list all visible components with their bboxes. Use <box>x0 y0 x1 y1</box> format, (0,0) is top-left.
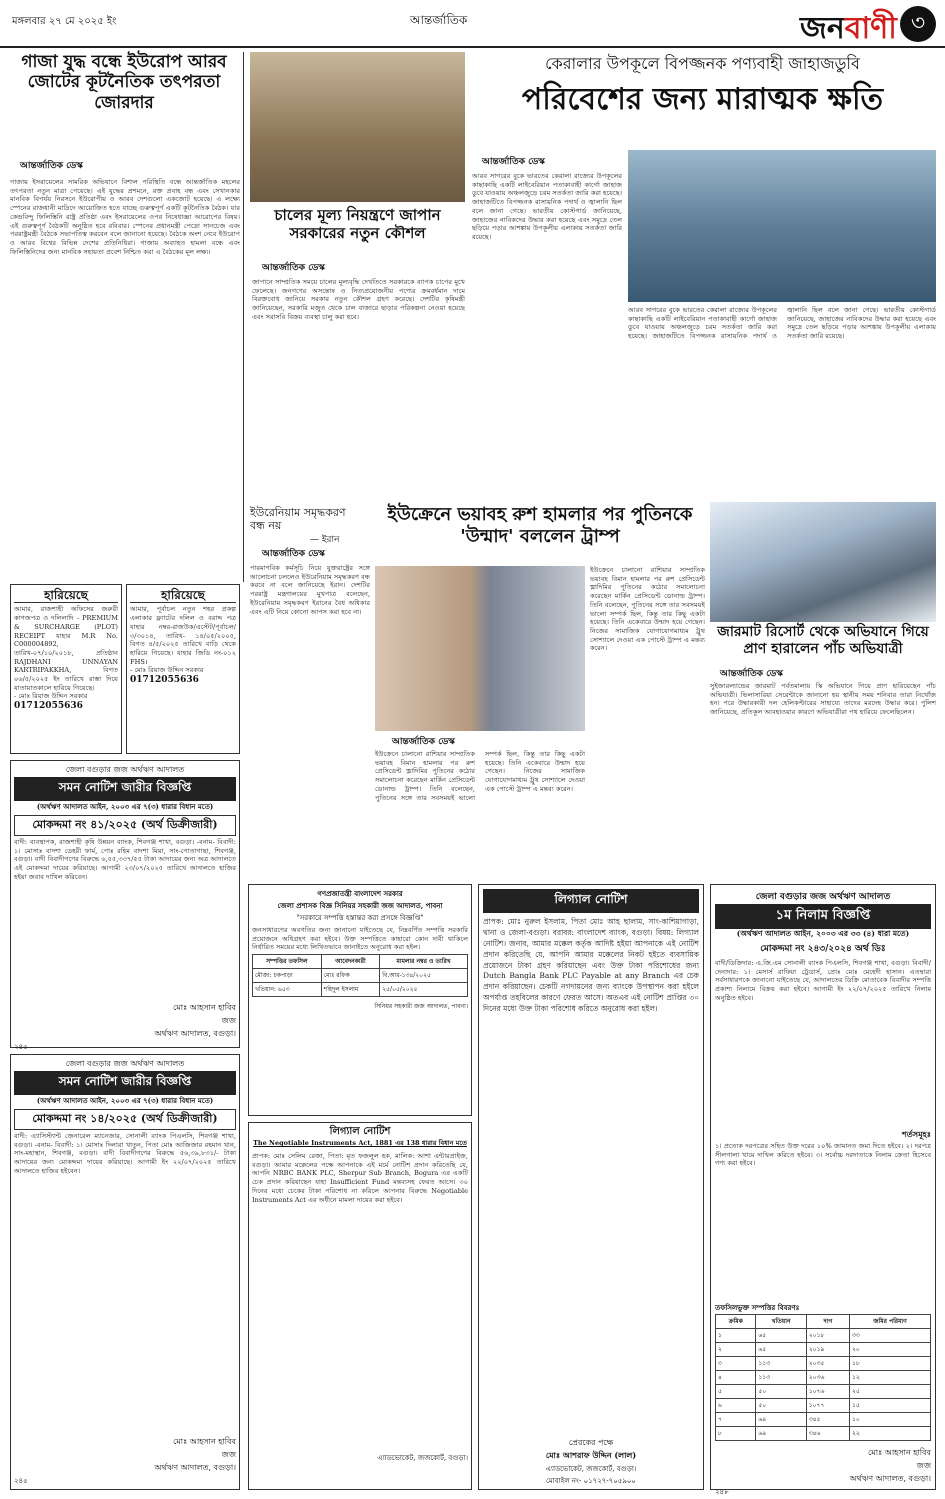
lost-notice-signature: - মোঃ রিয়াজ উদ্দিন সরকার <box>14 692 88 701</box>
court-notice-2 <box>10 1054 240 1490</box>
lost-notice-title: হারিয়েছে <box>130 588 236 603</box>
table-header-cell: ক্রমিক <box>716 1315 756 1329</box>
issue-date: মঙ্গলবার ২৭ মে ২০২৫ ইং <box>12 16 117 27</box>
zermatt-body: সুইজারল্যান্ডের জারমাট পর্বতমালায় স্কি অভিযানে গিয়ে প্রাণ হারিয়েছেন পাঁচ অভিযাত্রী। ভিলাসারিয়া সেরেন্টাকে জানানো হয় স্থানীয় সময় শনিবার তারা নিখোঁজ হন। পরে উদ্ধারকারী দল হেলিকপ্টারের সাহায্যে তাদের মরদেহ উদ্ধার করে। পুলিশ জানিয়েছে, প্রতিকূল আবহাওয়ার কারণে অভিযাত্রীরা পথ হারিয়ে ফেলেছিলেন। <box>710 682 936 717</box>
table-cell: ৬৯ <box>756 1413 806 1427</box>
land-notice <box>248 884 472 1116</box>
japan-headline: চালের মূল্য নিয়ন্ত্রণে জাপান সরকারের নতুন কৌশল <box>274 206 441 242</box>
ukraine-body-right: ইউক্রেনে চালানো রাশিয়ার সাম্প্রতিক ভয়াবহ বিমান হামলার পর রুশ প্রেসিডেন্ট ভ্লাদিমির পুতিনের কঠোর সমালোচনা করেছেন মার্কিন প্রেসিডেন্ট ডোনাল্ড ট্রাম্প। তিনি বলেছেন, পুতিনের সঙ্গে তার সবসময়ই ভালো সম্পর্ক ছিল, কিন্তু তার কিছু একটা হয়েছে। তিনি একেবারে উন্মাদ হয়ে গেছেন। নিজের সামাজিক যোগাযোগমাধ্যম ট্রুথ সোশ্যালে দেওয়া এক পোস্টে ট্রাম্প এ মন্তব্য করেন। <box>590 566 705 653</box>
table-cell: ১২ <box>849 1371 930 1385</box>
iran-byline: আন্তর্জাতিক ডেস্ক <box>262 549 325 559</box>
gaza-headline: গাজা যুদ্ধ বন্ধে ইউরোপ আরব জোটের কূটনৈতিক তৎপরতা জোরদার <box>21 52 227 113</box>
table-cell: ৬৫ <box>756 1343 806 1357</box>
auction-conditions: ১। প্রত্যেক দরপত্রের সহিত উক্ত দরের ১০% জামানত জমা দিতে হইবে। ২। দরপত্র সীলগালা খামে দাখিল করিতে হইবে। ৩। সর্বোচ্চ দরদাতাকে নিলাম ক্রেতা হিসেবে গণ্য করা হইবে। <box>715 1142 931 1168</box>
table-cell: ৩৪৬ <box>806 1427 849 1441</box>
table-cell: ১১৩ <box>756 1357 806 1371</box>
table-cell: বি.আর-১৩৪/২০২৫ <box>380 969 468 983</box>
auction-conditions-title: শর্তসমূহঃ <box>902 1129 931 1139</box>
table-cell: ৩ <box>716 1357 756 1371</box>
sender-title: এ্যাডভোকেট, জজকোর্ট, বগুড়া। <box>545 1465 637 1473</box>
lost-notice-1 <box>10 584 122 754</box>
ukraine-body: ইউক্রেনে চালানো রাশিয়ার সাম্প্রতিক ভয়াবহ বিমান হামলার পর রুশ প্রেসিডেন্ট ভ্লাদিমির পুতিনের কঠোর সমালোচনা করেছেন মার্কিন প্রেসিডেন্ট ডোনাল্ড ট্রাম্প। তিনি বলেছেন, পুতিনের সঙ্গে তার সবসময়ই ভালো সম্পর্ক ছিল, কিন্তু তার কিছু একটা হয়েছে। তিনি একেবারে উন্মাদ হয়ে গেছেন। নিজের সামাজিক যোগাযোগমাধ্যম ট্রুথ সোশ্যালে দেওয়া এক পোস্টে ট্রাম্প এ মন্তব্য করেন। <box>375 750 585 802</box>
land-notice-org: গণপ্রজাতন্ত্রী বাংলাদেশ সরকার <box>317 889 403 898</box>
table-header-cell: দাগ <box>806 1315 849 1329</box>
table-cell: মোঃ রফিক <box>321 969 380 983</box>
table-row <box>716 1413 931 1427</box>
judge-name: মোঃ আহসান হাবিব <box>173 1003 236 1012</box>
judge-title: জজ <box>221 1016 236 1025</box>
table-cell: ৫০ <box>756 1399 806 1413</box>
land-notice-body: জনসাধারণের অবগতির জন্য জানানো যাইতেছে যে, নিম্নবর্ণিত সম্পত্তি সরকারি প্রয়োজনে অধিগ্রহণ করা হইবে। উক্ত সম্পত্তিতে কাহারো কোন দাবী থাকিলে নির্ধারিত সময়ের মধ্যে লিখিতভাবে জানাইতে অনুরোধ করা হইল। <box>252 926 468 952</box>
table-cell: ২০৩৫ <box>806 1357 849 1371</box>
logo-part-a: জন <box>800 11 845 46</box>
nrbc-legal-notice <box>248 1122 472 1490</box>
newspaper-logo <box>800 4 897 55</box>
land-notice-title: জেলা প্রশাসক বিজ্ঞ সিনিয়র সহকারী জজ আদালত, পাবনা <box>277 901 443 910</box>
japan-byline: আন্তর্জাতিক ডেস্ক <box>262 263 325 273</box>
land-notice-subtitle: "সরকারে সম্পত্তি হস্তান্তর করা প্রসঙ্গে বিজ্ঞপ্তি" <box>296 914 424 922</box>
judge-title: জজ <box>916 1461 931 1470</box>
table-cell: ২০ <box>849 1343 930 1357</box>
table-cell: ৫০ <box>756 1385 806 1399</box>
table-cell: শহিদুল ইসলাম <box>321 983 380 997</box>
table-cell: ২০৩৬ <box>806 1371 849 1385</box>
japan-body: জাপানে সাম্প্রতিক সময়ে চালের মূল্যবৃদ্ধি দেখতিতে সরকারকে ব্যাপক চাপের মুখে ফেলেছে। জনগণের অসন্তোষ ও নিত্যপ্রয়োজনীয় পণ্যের ক্রমবর্ধমান দামে বিরক্তবোধ জানিয়ে সরকার নতুন কৌশল গ্রহণ করেছে। দেশটির কৃষিমন্ত্রী জানিয়েছেন, সরকারি মজুত থেকে চাল বাজারে ছাড়ার পরিকল্পনা নেওয়া হয়েছে এবং সরাসরি বিক্রয় ব্যবস্থা চালু করা হবে। <box>252 278 465 321</box>
legal-notice <box>478 884 704 1490</box>
kerala-headline: পরিবেশের জন্য মারাত্মক ক্ষতি <box>521 82 884 117</box>
court-name: জেলা বগুড়ার জজ অর্থঋণ আদালত <box>65 1059 185 1068</box>
court-notice-law: (অর্থঋণ আদালত আইন, ২০০৩ এর ৭(৩) ধারার বিধান মতে) <box>36 1096 214 1105</box>
judge-name: মোঃ আহসান হাবিব <box>868 1448 931 1457</box>
masthead <box>0 0 945 48</box>
zermatt-byline: আন্তর্জাতিক ডেস্ক <box>720 669 783 679</box>
notice-code: ২৪৫ <box>14 1477 28 1485</box>
court-office: অর্থঋণ আদালত, বগুড়া। <box>849 1474 931 1483</box>
land-notice-footer: সিনিয়র সহকারী জজ আদালত, পাবনা। <box>374 1003 468 1011</box>
lost-notice-phone: 01712055636 <box>14 701 83 712</box>
table-cell: ৬৯ <box>756 1427 806 1441</box>
auction-title: ১ম নিলাম বিজ্ঞপ্তি <box>715 904 931 929</box>
table-row <box>716 1371 931 1385</box>
table-cell: ১০ <box>849 1413 930 1427</box>
auction-property-table <box>715 1314 931 1441</box>
sender-phone: মোবাইল নং- ০১৭২৭-৭০৫৯০০ <box>546 1477 636 1485</box>
ukraine-headline: ইউক্রেনে ভয়াবহ রুশ হামলার পর পুতিনকে 'উন্মাদ' বললেন ট্রাম্প <box>387 504 693 547</box>
legal-notice-body: প্রাপক: মোঃ নুরুল ইসলাম, পিতা মোঃ আহ ছালাম, সাং-কাশিয়াগাড়া, থানা ও জেলা-বগুড়া। বরাবর: বাংলাদেশ ব্যাংক, বগুড়া। বিষয়: লিগ্যাল নোটিশ। জনাব, আমার মক্কেল কর্তৃক আদিষ্ট হইয়া আপনাকে এই নোটিশ প্রদান করিতেছি যে, আপনি আমার মক্কেলের নিকট হইতে ব্যবসায়িক প্রয়োজনে টাকা গ্রহণ করিয়াছেন এবং উক্ত টাকা পরিশোধের জন্য Dutch Bangla Bank PLC Payable at any Branch এর চেক প্রদান করিয়াছেন। চেকটি নগদায়নের জন্য ব্যাংকে উপস্থাপন করা হইলে অপর্যাপ্ত তহবিলের কারণে ফেরত আসে। অতএব এই নোটিশ প্রাপ্তির ৩০ দিনের মধ্যে উক্ত টাকা পরিশোধ করিতে অনুরোধ করা হইল। <box>483 917 699 1013</box>
court-notice-body: বাদী: ব্যবস্থাপক, রাজশাহী কৃষি উন্নয়ন ব্যাংক, শিবগঞ্জ শাখা, বগুড়া। -বনাম- বিবাদী: ১। মোসাঃ বাদশা ডেহরী ফার্ম, পোঃ রহিম বাদশা মিয়া, সাং-পোতাগাছা, শিবগঞ্জ, বগুড়া। বাদী বিবাদীগণের বিরুদ্ধে ৬,৫৫,৩৩৭/৫৫ টাকা আদায়ের জন্য অত্র আদালতে এই মোকদ্দমা দায়ের করিয়াছে। আগামী ২৩/০৭/২০২৫ তারিখে আদালতে হাজির হইয়া জবাব দাখিল করিবেন। <box>14 838 236 881</box>
table-cell: ২৫ <box>849 1385 930 1399</box>
table-cell: ৫ <box>716 1385 756 1399</box>
table-row <box>716 1329 931 1343</box>
column-divider <box>243 52 244 582</box>
table-header-cell: সম্পত্তির তফসিল <box>253 955 322 969</box>
zermatt-headline: জারমাট রিসোর্ট থেকে অভিযানে গিয়ে প্রাণ হারালেন পাঁচ অভিযাত্রী <box>717 624 929 657</box>
kerala-kicker: কেরালার উপকূলে বিপজ্জনক পণ্যবাহী জাহাজডুবি <box>545 54 860 73</box>
judge-title: জজ <box>221 1450 236 1459</box>
table-cell: ২০১৯ <box>806 1343 849 1357</box>
table-cell: ৬৫ <box>756 1329 806 1343</box>
table-row <box>253 969 468 983</box>
notice-code: ২৪৫ <box>14 1043 28 1051</box>
court-office: অর্থঋণ আদালত, বগুড়া। <box>154 1463 236 1472</box>
lost-notice-title: হারিয়েছে <box>14 588 118 603</box>
table-cell: ৩৩ <box>849 1329 930 1343</box>
lost-notice-signature: - মোঃ রিয়াজ উদ্দিন সরকার <box>130 666 204 675</box>
table-cell: ১১৩ <box>756 1371 806 1385</box>
auction-notice <box>710 884 936 1496</box>
mountain-photo <box>710 502 936 622</box>
judge-name: মোঃ আহসান হাবিব <box>173 1437 236 1446</box>
cargo-ship-photo <box>628 150 936 302</box>
table-cell: ৪ <box>716 1371 756 1385</box>
court-notice-body: বাদী: এ্যাসিস্ট্যান্ট জেনারেল ম্যানেজার, সোনালী ব্যাংক পিএলসি, শিবগঞ্জ শাখা, বগুড়া। -বনাম- বিবাদী: ১। মোসাঃ দিলারা খাতুন, পিতা মোঃ আজিজার রহমান খান, সাং-মহাস্থান, শিবগঞ্জ, বগুড়া। বাদী বিবাদীগণের বিরুদ্ধে ৫৬,৩৯,৮৩১/- টাকা আদায়ের জন্য মোকদ্দমা দায়ের করিয়াছে। আগামী ইং ২২/০৭/২০২৫ তারিখে আদালতে হাজির হইবেন। <box>14 1132 236 1175</box>
logo-part-b: বাণী <box>844 11 897 46</box>
page-number: ৩ <box>900 6 936 42</box>
table-row <box>716 1357 931 1371</box>
iran-body: পারমাণবিক কর্মসূচি নিয়ে যুক্তরাষ্ট্রের সঙ্গে আলোচনা চললেও ইউরেনিয়াম সমৃদ্ধকরণ বন্ধ করবে না বলে জানিয়েছে ইরান। দেশটির পররাষ্ট্র মন্ত্রণালয়ের মুখপাত্র বলেছেন, ইউরেনিয়াম সমৃদ্ধকরণ ইরানের বৈধ অধিকার এবং এটি নিয়ে কোনো আপস করা হবে না। <box>250 564 370 616</box>
court-notice-law: (অর্থঋণ আদালত আইন, ২০০৩ এর ৭(৩) ধারার বিধান মতে) <box>36 802 214 811</box>
table-cell: মৌজা: চকপাড়া <box>253 969 322 983</box>
table-row <box>716 1343 931 1357</box>
kerala-body: আরব সাগরের বুকে ভারতের কেরালা রাজ্যের উপকূলের কাছাকাছি একটি লাইবেরিয়ান পতাকাবাহী কার্গো জাহাজ ডুবে যাওয়ায় অঞ্চলজুড়ে চরম সতর্কতা জারি করা হয়েছে। জাহাজটিতে বিপজ্জনক রাসায়নিক পদার্থ ও জ্বালানি ছিল বলে জানা গেছে। ভারতীয় কোস্টগার্ড জানিয়েছে, জাহাজের নাবিকদের উদ্ধার করা হয়েছে এবং সমুদ্রে তেল ছড়িয়ে পড়ার আশঙ্কায় উপকূলীয় এলাকায় সতর্কতা জারি রয়েছে। <box>472 172 622 241</box>
nrbc-notice-title: লিগ্যাল নোটিশ <box>329 1126 391 1137</box>
table-cell: ৮ <box>716 1427 756 1441</box>
court-office: অর্থঋণ আদালত, বগুড়া। <box>154 1029 236 1038</box>
legal-notice-title: লিগ্যাল নোটিশ <box>483 889 699 913</box>
iran-attribution: — ইরান <box>310 535 340 545</box>
table-row <box>716 1427 931 1441</box>
court-case-number: মোকদ্দমা নং ৪১/২০২৫ (অর্থ ডিক্রীজারী) <box>14 815 236 836</box>
table-row <box>253 983 468 997</box>
auction-body: বাদী/ডিক্রিদার: এ.জি.এম সোনালী ব্যাংক পিএলসি, শিবগঞ্জ শাখা, বগুড়া। বিবাদী/দেনাদার: ১। মেসার্স রাফিয়া ট্রেডার্স, প্রোঃ মোঃ মেহেদী হাসান। এতদ্বারা সর্বসাধারণকে জানানো যাইতেছে যে, আদালতের ডিক্রি মোতাবেক বিবাদীর সম্পত্তি প্রকাশ্য নিলামে বিক্রয় করা হইবে। আগামী ইং ২২/০৭/২০২৫ তারিখে নিলাম অনুষ্ঠিত হইবে। <box>715 959 931 1002</box>
table-header-cell: খতিয়ান <box>756 1315 806 1329</box>
court-case-number: মোকদ্দমা নং ১৪/২০২৫ (অর্থ ডিক্রীজারী) <box>14 1109 236 1130</box>
table-cell: খতিয়ান: ৬৫৩ <box>253 983 322 997</box>
sender-label: প্রেরকের পক্ষে <box>568 1438 614 1447</box>
table-cell: ৬ <box>716 1399 756 1413</box>
ukraine-byline: আন্তর্জাতিক ডেস্ক <box>392 737 455 747</box>
trump-putin-photo <box>375 566 585 731</box>
table-row <box>716 1399 931 1413</box>
gaza-byline: আন্তর্জাতিক ডেস্ক <box>20 161 83 171</box>
table-cell: ৭ <box>716 1413 756 1427</box>
auction-table-title: তফসিলভুক্ত সম্পত্তির বিবরণঃ <box>715 1303 800 1312</box>
land-notice-table <box>252 954 468 997</box>
kerala-body-cont: আরব সাগরের বুকে ভারতের কেরালা রাজ্যের উপকূলের কাছাকাছি একটি লাইবেরিয়ান পতাকাবাহী কার্গো জাহাজ ডুবে যাওয়ায় অঞ্চলজুড়ে চরম সতর্কতা জারি করা হয়েছে। জাহাজটিতে বিপজ্জনক রাসায়নিক পদার্থ ও জ্বালানি ছিল বলে জানা গেছে। ভারতীয় কোস্টগার্ড জানিয়েছে, জাহাজের নাবিকদের উদ্ধার করা হয়েছে এবং সমুদ্রে তেল ছড়িয়ে পড়ার আশঙ্কায় উপকূলীয় এলাকায় সতর্কতা জারি রয়েছে। <box>628 306 936 341</box>
iran-kicker: ইউরেনিয়াম সমৃদ্ধকরণ বন্ধ নয় <box>250 506 346 533</box>
lost-notice-body: আমার, পূর্বাচল নতুন শহর প্রকল্প এলাকার ফ্ল্যাটের দলিল ও বরাদ্দ পত্র যাহার নম্বর-রাজউক/এস্টেট/পূর্বাচল/ ৩/৩০১৪, তারিখ- ১৪/০৫/২০০৫, বিগত ৪/৫/২০২৫ তারিখে বাড়ি থেকে হারিয়ে গিয়েছে। যাহার জিডি নং-০১২ FHS। <box>130 605 236 666</box>
section-name: আন্তর্জাতিক <box>410 13 468 27</box>
table-cell: ২ <box>716 1343 756 1357</box>
table-cell: ২০১৮ <box>806 1329 849 1343</box>
court-notice-title: সমন নোটিশ জারীর বিজ্ঞপ্তি <box>14 777 236 801</box>
sender-name: মোঃ আশরাফ উদ্দিন (লাল) <box>545 1450 637 1460</box>
table-cell: ২৫/০৫/২০২৫ <box>380 983 468 997</box>
court-name: জেলা বগুড়ার জজ অর্থঋণ আদালত <box>65 765 185 774</box>
table-cell: ১৫ <box>849 1399 930 1413</box>
table-cell: ২২ <box>849 1427 930 1441</box>
gaza-body: গাজায় ইসরায়েলের সামরিক অভিযানে বিশাল পরিস্থিতি বন্ধে আন্তর্জাতিক মহলের তৎপরতা নতুন মাত্রা পেয়েছে। এই যুদ্ধের প্রশমনে, রক্ত প্রবাহ বন্ধ এবং সেখানকার মানবিক বিপর্যয় নিরসনে ইউরোপীয় ও আরব দেশগুলো একজোট হয়েছে। এ লক্ষ্যে স্পেনের রাজধানী মাদ্রিদে আয়োজিত হতে যাচ্ছে গুরুত্বপূর্ণ একটি কূটনৈতিক বৈঠক। যার কেন্দ্রবিন্দু ফিলিস্তিনি রাষ্ট্র প্রতিষ্ঠা এবং ইসরায়েলের ওপর নিষেধাজ্ঞা আরোপের বিষয়। এই গুরুত্বপূর্ণ বৈঠকটি অনুষ্ঠিত হবে রবিবার। স্পেনের প্রধানমন্ত্রী পেদ্রো সানচেজ এবং পররাষ্ট্রমন্ত্রী বৈঠকে সভাপতিত্ব করবেন বলে জানানো হয়েছে। বৈঠকে অংশ নেবে ইউরোপ ও আরব বিশ্বের বিভিন্ন দেশের প্রতিনিধিরা। গাজায় অব্যাহত হামলা বন্ধে এবং ফিলিস্তিনিদের জন্য মানবিক সহায়তা প্রবেশ নিশ্চিত করা এ বৈঠকের মূল লক্ষ্য। <box>10 178 240 256</box>
nrbc-notice-body: প্রাপক: মোঃ সেলিম রেজা, পিতা: মৃত ফজলুল হক, মালিক: আশা এন্টারপ্রাইজ, বগুড়া। আমার মক্কেলের পক্ষে আপনাকে এই মর্মে নোটিশ প্রদান করিতেছি যে, আপনি NRBC BANK PLC, Sherpur Sub Branch, Bogura এর একটি চেক প্রদান করিয়াছেন যাহা Insufficient Fund মন্তব্যসহ ফেরত আসে। ৩০ দিনের মধ্যে চেকের টাকা পরিশোধ না করিলে আপনার বিরুদ্ধে Negotiable Instruments Act এর অধীনে মামলা দায়ের করা হইবে। <box>252 1152 468 1204</box>
lost-notice-2 <box>126 584 240 754</box>
nrbc-notice-signature: এ্যাডভোকেট, জজকোর্ট, বগুড়া। <box>377 1454 468 1462</box>
nrbc-notice-subtitle: The Negotiable Instruments Act, 1881 এর 138 ধারার বিধান মতে <box>253 1139 467 1147</box>
table-cell: ১৮ <box>849 1357 930 1371</box>
auction-court: জেলা বগুড়ার জজ অর্থঋণ আদালত <box>755 892 891 902</box>
table-row <box>716 1385 931 1399</box>
lost-notice-phone: 01712055636 <box>130 675 199 686</box>
table-cell: ১০৭৭ <box>806 1399 849 1413</box>
auction-case-number: মোকদ্দমা নং ২৪৩/২০২৪ অর্থ ডিঃ <box>760 944 886 954</box>
auction-law: (অর্থঋণ আদালত আইন, ২০০৩ এর ৩৩ (৪) ধারা মতে) <box>736 929 910 938</box>
notice-code: ২৪৮ <box>715 1488 729 1496</box>
rice-warehouse-photo <box>250 52 465 202</box>
table-cell: ১ <box>716 1329 756 1343</box>
court-notice-title: সমন নোটিশ জারীর বিজ্ঞপ্তি <box>14 1071 236 1095</box>
court-notice-1 <box>10 760 240 1051</box>
table-header-cell: মামলার নম্বর ও তারিখ <box>380 955 468 969</box>
lost-notice-body: আমার, রাজশাহী অফিসের জরুরী কাগজপত্র ও দলিলাদি - PREMIUM & SURCHARGE (PLOT) RECEIPT যাহার M.R No. C000004892, তারিখ-০৭/১০/২০১৮, প্রতিষ্ঠান RAJDHANI UNNAYAN KARTRIPAKKHA, বিগত ০৬/৫/২০২৫ ইং তারিখে রাস্তা দিয়ে যাতায়াতকালে হারিয়ে গিয়েছে। <box>14 605 118 692</box>
table-cell: ১০৭৬ <box>806 1385 849 1399</box>
table-cell: ৩৪৫ <box>806 1413 849 1427</box>
kerala-byline: আন্তর্জাতিক ডেস্ক <box>482 157 545 167</box>
table-header-cell: আবেদনকারী <box>321 955 380 969</box>
table-header-cell: জমির পরিমাণ <box>849 1315 930 1329</box>
